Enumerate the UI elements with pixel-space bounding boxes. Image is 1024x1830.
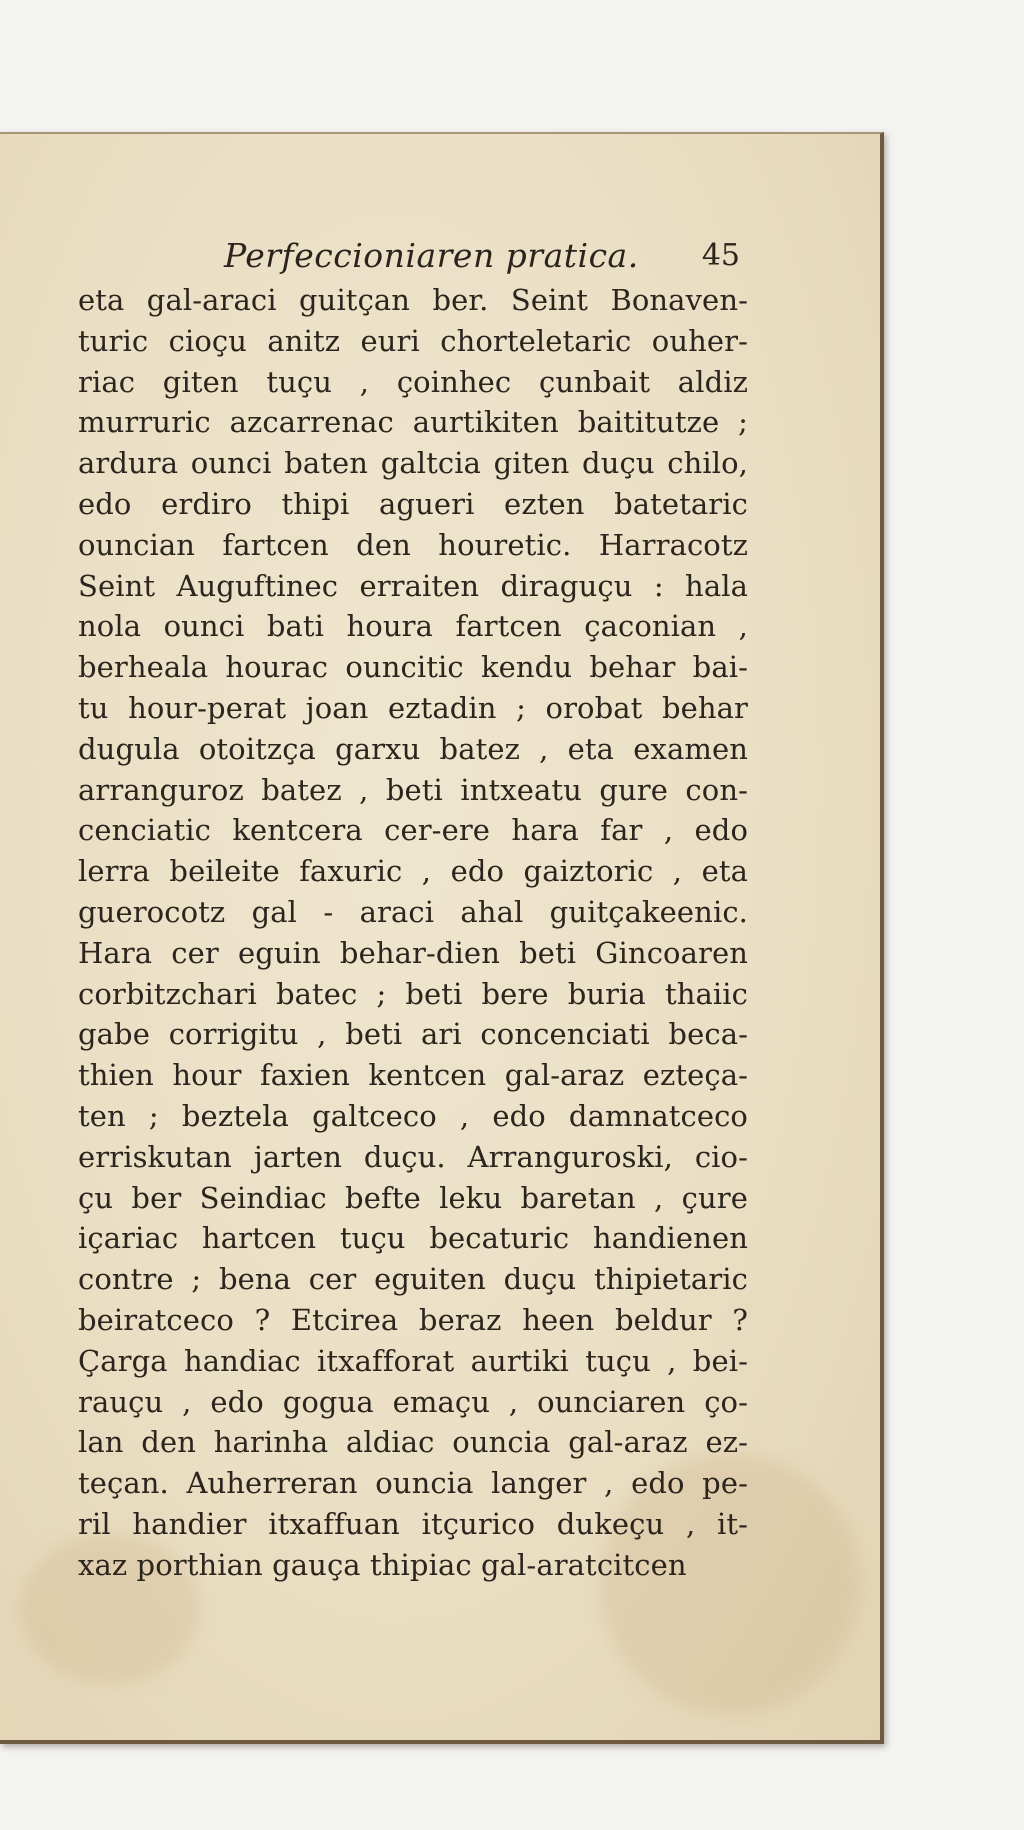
text-line: ardura ounci baten galtcia giten duçu chilo, [78, 446, 748, 481]
text-line: dugula otoitzça garxu batez , eta examen [78, 731, 748, 766]
text-line: lerra beileite faxuric , edo gaiztoric , eta [78, 854, 748, 889]
text-line: corbitzchari batec ; beti bere buria thaiic [78, 976, 748, 1011]
text-line: cenciatic kentcera cer-ere hara far , edo [78, 813, 748, 848]
text-line: lan den harinha aldiac ouncia gal-araz ez- [78, 1425, 748, 1460]
text-line: murruric azcarrenac aurtikiten baititutze ; [78, 405, 748, 440]
text-line: gabe corrigitu , beti ari concenciati beca- [78, 1017, 748, 1052]
text-line: arranguroz batez , beti intxeatu gure con- [78, 772, 748, 807]
book-page [0, 132, 884, 1744]
text-line: riac giten tuçu , çoinhec çunbait aldiz [78, 364, 748, 399]
page-header [78, 236, 740, 284]
text-line: Hara cer eguin behar-dien beti Gincoaren [78, 935, 748, 970]
text-line: beiratceco ? Etcirea beraz heen beldur ? [78, 1302, 748, 1337]
text-line: eta gal-araci guitçan ber. Seint Bonaven- [78, 283, 748, 317]
text-line: teçan. Auherreran ouncia langer , edo pe- [78, 1466, 748, 1501]
text-line: berheala hourac ouncitic kendu behar bai- [78, 650, 748, 685]
text-line: ouncian fartcen den houretic. Harracotz [78, 527, 748, 562]
text-line: guerocotz gal - araci ahal guitçakeenic. [78, 894, 748, 929]
text-line: edo erdiro thipi agueri ezten batetaric [78, 486, 748, 521]
text-line: contre ; bena cer eguiten duçu thipietaric [78, 1262, 748, 1297]
text-line: erriskutan jarten duçu. Arranguroski, cio- [78, 1139, 748, 1174]
text-line: xaz porthian gauça thipiac gal-aratcitcen [78, 1547, 687, 1582]
text-line: Seint Auguftinec erraiten diraguçu : hala [78, 568, 748, 603]
text-line: rauçu , edo gogua emaçu , ounciaren ço- [78, 1384, 748, 1419]
text-line: çu ber Seindiac befte leku baretan , çure [78, 1180, 748, 1215]
text-line: nola ounci bati houra fartcen çaconian , [78, 609, 748, 644]
body-text [78, 280, 748, 1586]
running-title: Perfeccioniaren pratica. [224, 236, 639, 275]
text-line: thien hour faxien kentcen gal-araz ezteça- [78, 1058, 748, 1093]
page-number: 45 [701, 238, 740, 273]
text-line: içariac hartcen tuçu becaturic handienen [78, 1221, 748, 1256]
text-line: Çarga handiac itxafforat aurtiki tuçu , bei- [78, 1343, 748, 1378]
text-line: ril handier itxaffuan itçurico dukeçu , it- [78, 1506, 748, 1541]
text-line: turic cioçu anitz euri chorteletaric ouher- [78, 323, 748, 358]
text-line: tu hour-perat joan eztadin ; orobat behar [78, 690, 748, 725]
text-line: ten ; beztela galtceco , edo damnatceco [78, 1098, 748, 1133]
